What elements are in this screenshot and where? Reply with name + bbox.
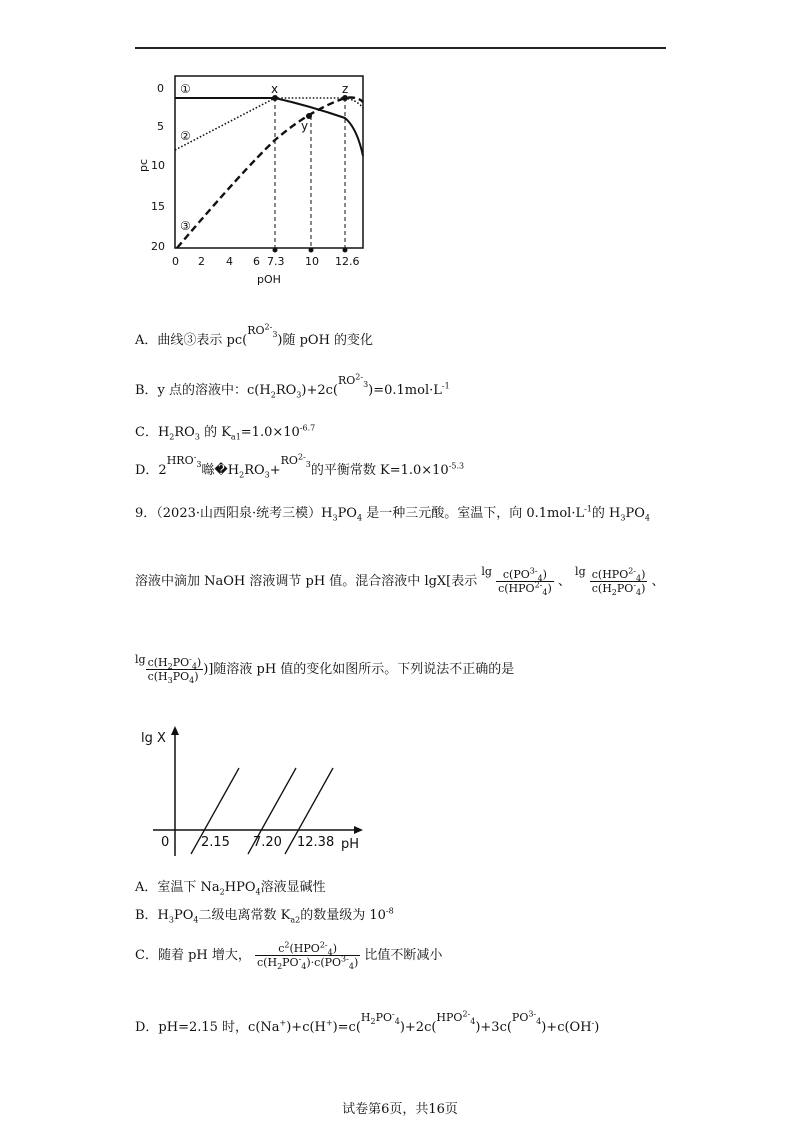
x-axis-label: pH xyxy=(341,837,360,852)
fraction-hpo4-h2po4: $\frac{c(HPO^{2-}_4)}{c(H_2PO^-_4)}$ xyxy=(591,566,646,598)
curve-3 xyxy=(177,98,363,249)
q8-option-c: C．$H_2RO_3$ 的 $K_{a1}=1.0\times 10^{-6.7}$ xyxy=(135,423,316,442)
q9-stem-line2: 溶液中滴加 NaOH 溶液调节 pH 值。混合溶液中 lgX[表示 $^{lg}$ $\frac{c(PO^{3-}_4)}{c(HPO^{2-}_4)}$ 、 $^{lg}$ $\frac{c(HPO^{2-}_4)}{c(H_2PO^-_4)}$ 、 xyxy=(135,565,665,598)
tick-12.38: 12.38 xyxy=(297,835,335,850)
ytick-0: 0 xyxy=(157,82,164,95)
fraction-po4-hpo4: $\frac{c(PO^{3-}_4)}{c(HPO^{2-}_4)}$ xyxy=(498,566,552,598)
origin-label: 0 xyxy=(161,835,170,850)
header-rule xyxy=(135,47,666,49)
tick-2.15: 2.15 xyxy=(201,835,230,850)
q9-stem-line3: $^{lg}$ $\frac{c(H_2PO^-_4)}{c(H_3PO_4)}$ )]随溶液 pH 值的变化如图所示。下列说法不正确的是 xyxy=(135,653,515,686)
q8-option-a: A．曲线③表示 pc($^{RO^{2-}_3}$)随 pOH 的变化 xyxy=(135,322,374,348)
lgx-ph-figure xyxy=(135,722,375,862)
xtick-2: 2 xyxy=(198,255,205,268)
q9-stem-line1: 9．（2023·山西阳泉·统考三模）$H_3PO_4$ 是一种三元酸。室温下，向 $0.1mol\cdot L^{-1}$的 $H_3PO_4$ xyxy=(135,504,650,523)
curve-2-label: ② xyxy=(180,129,191,143)
xtick-10: 10 xyxy=(305,255,319,268)
tick-7.20: 7.20 xyxy=(253,835,282,850)
fraction-h2po4-h3po4: $\frac{c(H_2PO^-_4)}{c(H_3PO_4)}$ xyxy=(147,654,202,686)
q9-option-c: C．随着 pH 增大， $\frac{c^2(HPO^{2-}_4)}{c(H_2PO^-_4)\cdot c(PO^{3-}_4)}$ 比值不断减小 xyxy=(135,940,443,972)
y-axis-label: pc xyxy=(137,158,150,172)
q9-option-d: D．pH=2.15 时，c(Na+)+c(H+)=c($^{H_2PO^-_4}$)+2c($^{HPO^{2-}_4}$)+3c($^{PO^{3-}_4}$)+c(OH-) xyxy=(135,1009,600,1035)
ytick-20: 20 xyxy=(151,240,165,253)
xtick-6: 6 xyxy=(253,255,260,268)
q9-option-b: B．$H_3PO_4$二级电离常数 $K_{a2}$的数量级为 $10^{-8}$ xyxy=(135,906,394,925)
xtick-12.6: 12.6 xyxy=(335,255,360,268)
curve-3-label: ③ xyxy=(180,219,191,233)
point-y-label: y xyxy=(301,119,309,133)
pc-poh-figure xyxy=(135,68,375,298)
ytick-5: 5 xyxy=(157,120,164,133)
point-x-label: x xyxy=(271,82,279,96)
curve-1-label: ① xyxy=(180,82,191,96)
x-axis-label: pOH xyxy=(257,273,281,286)
xtick-0: 0 xyxy=(172,255,179,268)
ytick-10: 10 xyxy=(151,159,165,172)
curve-2 xyxy=(175,98,363,150)
y-axis-label: lg X xyxy=(141,731,166,746)
page-footer: 试卷第6页，共16页 xyxy=(342,1102,458,1117)
xtick-7.3: 7.3 xyxy=(267,255,285,268)
q9-option-a: A．室温下 $Na_2HPO_4$溶液显碱性 xyxy=(135,880,326,897)
q8-option-b: B．y 点的溶液中：$c(H_2RO_3)+2c(^{RO^{2-}_3})=0.1mol\cdot L^{-1}$ xyxy=(135,372,450,400)
q8-option-d: D．$2^{HRO^-_3}$噝$�H_2RO_3+^{RO^{2-}_3}$的平衡常数 $K=1.0\times 10^{-5.3}$ xyxy=(135,452,465,480)
fraction-option-c: $\frac{c^2(HPO^{2-}_4)}{c(H_2PO^-_4)\cdot c(PO^{3-}_4)}$ xyxy=(257,940,359,972)
ytick-15: 15 xyxy=(151,200,165,213)
point-z-label: z xyxy=(342,82,349,96)
xtick-4: 4 xyxy=(226,255,233,268)
